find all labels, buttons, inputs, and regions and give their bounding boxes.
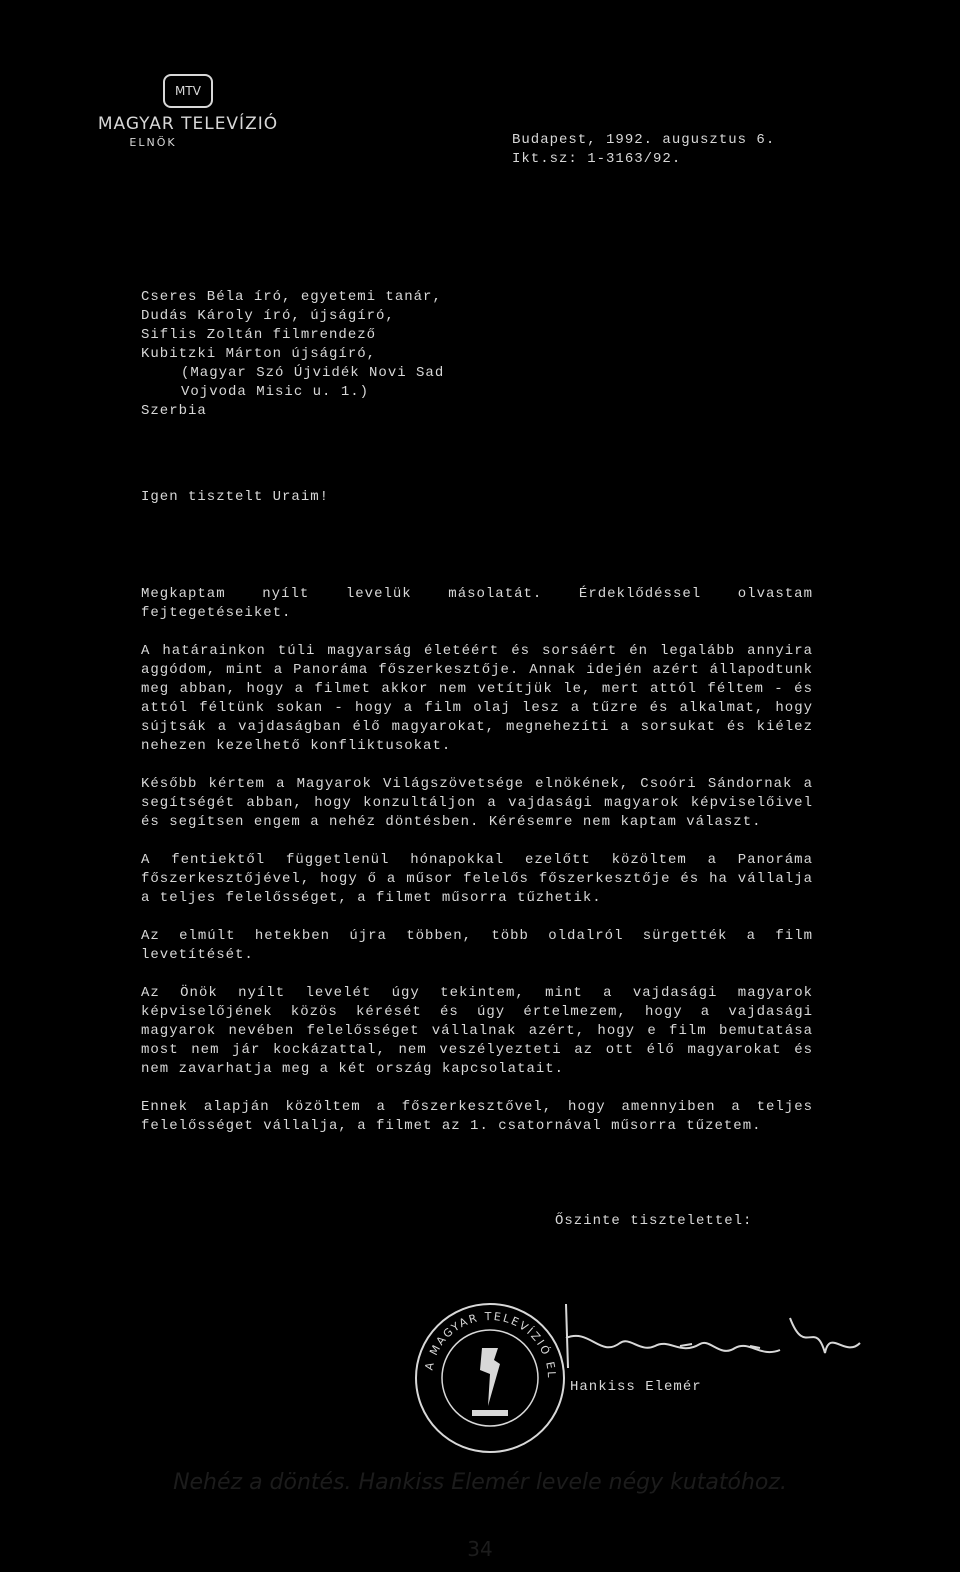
recipient: Kubitzki Márton újságíró, bbox=[141, 346, 377, 362]
address-line: Vojvoda Misic u. 1.) bbox=[181, 384, 370, 400]
paragraph: Ennek alapján közöltem a főszerkesztővel, hogy amennyiben a teljes felelősséget vállalja, a filmet az 1. csatornával műsorra tűzetem. bbox=[141, 1099, 813, 1134]
svg-text:A MAGYAR TELEVÍZIÓ ELNÖKE: A MAGYAR TELEVÍZIÓ EL bbox=[422, 1309, 559, 1380]
recipient: Dudás Károly író, újságíró, bbox=[141, 308, 395, 324]
paragraph: Az elmúlt hetekben újra többen, több oldalról sürgették a film levetítését. bbox=[141, 928, 813, 963]
signer-name: Hankiss Elemér bbox=[570, 1379, 702, 1395]
reference-number: Ikt.sz: 1-3163/92. bbox=[512, 151, 682, 167]
letterhead bbox=[88, 74, 288, 149]
salutation: Igen tisztelt Uraim! bbox=[141, 489, 330, 505]
place-date: Budapest, 1992. augusztus 6. bbox=[512, 132, 776, 148]
closing: Őszinte tisztelettel: bbox=[555, 1213, 753, 1229]
organization-name: MAGYAR TELEVÍZIÓ bbox=[97, 114, 279, 134]
signature-icon bbox=[560, 1298, 870, 1378]
figure-caption: Nehéz a döntés. Hankiss Elemér levele négy kutatóhoz. bbox=[173, 1470, 787, 1495]
official-stamp bbox=[410, 1298, 570, 1458]
paragraph: Megkaptam nyílt levelük másolatát. Érdeklődéssel olvastam fejtegetéseiket. bbox=[141, 586, 813, 621]
mtv-logo: MTV bbox=[163, 74, 213, 108]
paragraph: A fentiektől függetlenül hónapokkal ezelőtt közöltem a Panoráma főszerkesztőjével, hogy ő a műsor felelős főszerkesztője és ha vállalja a teljes felelősséget, a filmet műsorra tűzhetik. bbox=[141, 852, 813, 906]
recipient: Cseres Béla író, egyetemi tanár, bbox=[141, 289, 442, 305]
letter-body bbox=[141, 585, 813, 1155]
paragraph: Később kértem a Magyarok Világszövetsége elnökének, Csoóri Sándornak a segítségét abban, hogy konzultáljon a vajdasági magyarok képviselőivel és segítsen engem a nehéz döntésben. Kérésemre nem kaptam választ. bbox=[141, 776, 813, 830]
address-line: (Magyar Szó Újvidék Novi Sad bbox=[181, 365, 445, 381]
place-date-block bbox=[512, 131, 775, 169]
destination: Szerbia bbox=[141, 403, 207, 419]
recipient: Siflis Zoltán filmrendező bbox=[141, 327, 377, 343]
stamp-icon bbox=[410, 1298, 570, 1458]
handwritten-signature bbox=[560, 1298, 870, 1378]
paragraph: A határainkon túli magyarság életéért és sorsáért én legalább annyira aggódom, mint a Panoráma főszerkesztője. Annak idején azért állapodtunk meg abban, hogy a filmet akkor nem vetítjük le, mert attól féltem - és attól féltünk sokan - hogy a film olaj lesz a tűzre és alkalmat, hogy sújtsák a vajdaságban élő magyarokat, megnehezíti a sorsukat és kiélez nehezen kezelhető konfliktusokat. bbox=[141, 643, 813, 754]
paragraph: Az Önök nyílt levelét úgy tekintem, mint a vajdasági magyarok képviselőjének közös kérését és úgy értelmezem, hogy a vajdasági magyarok nevében felelősséget vállalnak azért, hogy e film bemutatása most nem jár kockázattal, nem veszélyezteti az ott élő magyarokat és nem zavarhatja meg a két ország kapcsolatait. bbox=[141, 985, 813, 1077]
recipients-block bbox=[141, 288, 444, 421]
department-name: ELNÖK bbox=[129, 136, 177, 149]
page-number: 34 bbox=[467, 1537, 493, 1561]
